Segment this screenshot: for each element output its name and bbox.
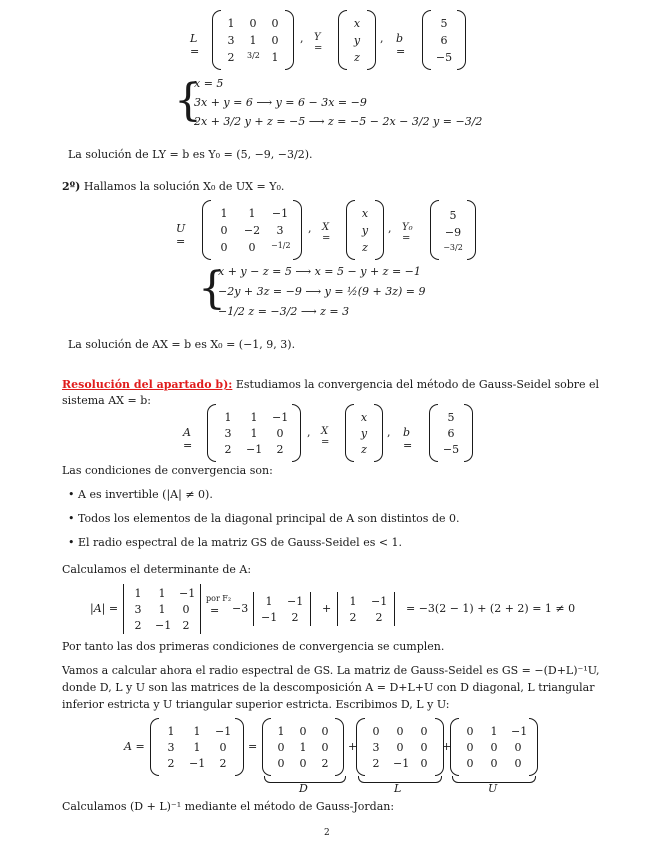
cell: 0: [466, 740, 474, 754]
cell: −1: [179, 586, 196, 600]
cell: 0: [372, 724, 380, 738]
matrix-X: [346, 200, 384, 260]
system-2-row: x + y − z = 5 ⟶ x = 5 − y + z = −1: [218, 265, 421, 278]
cell: 2: [227, 50, 235, 64]
cell: 0: [420, 724, 428, 738]
cell: −1: [189, 756, 206, 770]
label-U: U: [488, 782, 498, 795]
cell: −1: [246, 442, 263, 456]
cell: 1: [224, 410, 232, 424]
cell: 2: [372, 756, 380, 770]
cell: 0: [396, 724, 404, 738]
cell: x: [353, 16, 361, 30]
cell: −9: [444, 225, 462, 239]
cell: 1: [265, 594, 273, 608]
cell: 2: [167, 756, 175, 770]
condition-text: El radio espectral de la matriz GS de Gauss-Seidel es < 1.: [78, 536, 403, 549]
cell: 0: [277, 756, 285, 770]
cell: 1: [220, 206, 228, 220]
cell: −1: [155, 618, 172, 632]
step-2-number: 2º): [62, 180, 81, 193]
cell: −1: [371, 594, 388, 608]
cell: 0: [219, 740, 227, 754]
cell: 1: [490, 724, 498, 738]
decomp-plus: +: [442, 740, 452, 753]
matrix-b: [422, 10, 466, 70]
cell: 2: [134, 618, 142, 632]
det-plus: +: [322, 602, 332, 615]
system-1-row: x = 5: [194, 77, 224, 90]
cell: 2: [224, 442, 232, 456]
cell: 0: [466, 724, 474, 738]
cell: 0: [276, 426, 284, 440]
gs-paragraph-line: inferior estricta y U triangular superior estricta. Escribimos D, L y U:: [62, 698, 450, 711]
cell: 1: [158, 586, 166, 600]
b-label: b =: [396, 32, 406, 58]
cell: 1: [249, 33, 257, 47]
cell: 0: [490, 756, 498, 770]
det-lhs: |A| =: [90, 602, 119, 615]
matrix-L: [212, 10, 294, 70]
cell: −5: [442, 442, 460, 456]
system-2: [200, 263, 500, 323]
cell: 0: [490, 740, 498, 754]
matrix-b: [429, 404, 473, 462]
cell: 0: [514, 756, 522, 770]
cell: 0: [420, 740, 428, 754]
cell: 1: [248, 206, 256, 220]
cell: 0: [220, 240, 228, 254]
cell: 2: [321, 756, 329, 770]
cell: 1: [250, 426, 258, 440]
matrix-U: [450, 718, 538, 776]
matrix-Y0: [430, 200, 476, 260]
cell: 2: [291, 610, 299, 624]
cell: 0: [182, 602, 190, 616]
cell: −1: [393, 756, 410, 770]
system-1-row: 2x + 3/2 y + z = −5 ⟶ z = −5 − 2x − 3/2 y = −3/2: [194, 115, 483, 128]
system-1-row: 3x + y = 6 ⟶ y = 6 − 3x = −9: [194, 96, 367, 109]
cell: 0: [271, 16, 279, 30]
op-eq: =: [210, 604, 220, 617]
matrix-A: [207, 404, 301, 462]
cell: 3: [372, 740, 380, 754]
matrix-D: [262, 718, 344, 776]
det-minor-1: [250, 592, 314, 626]
cell: 2: [182, 618, 190, 632]
det-minor-2: [334, 592, 398, 626]
cell: 3: [224, 426, 232, 440]
cell: 2: [276, 442, 284, 456]
cell: 3/2: [247, 50, 260, 60]
cell: 1: [158, 602, 166, 616]
cell: 0: [299, 724, 307, 738]
cell: x: [361, 206, 369, 220]
cell: 1: [193, 724, 201, 738]
cell: 0: [321, 724, 329, 738]
matrix-X: [345, 404, 383, 462]
cell: 5: [447, 410, 455, 424]
conditions-intro: Las condiciones de convergencia son:: [62, 464, 273, 477]
cell: −1: [511, 724, 528, 738]
L-label: L =: [190, 32, 200, 58]
cell: −3/2: [443, 242, 463, 252]
matrix-L-cells: [221, 17, 285, 64]
cell: 3: [227, 33, 235, 47]
left-brace: {: [198, 263, 226, 314]
cell: 6: [447, 426, 455, 440]
cell: 1: [277, 724, 285, 738]
cell: z: [361, 442, 367, 456]
cell: 1: [271, 50, 279, 64]
cell: −5: [435, 50, 453, 64]
system-1: [176, 75, 496, 135]
label-L: L: [394, 782, 402, 795]
cell: 2: [219, 756, 227, 770]
solution-1: La solución de LY = b es Y₀ = (5, −9, −3/2).: [68, 148, 313, 161]
cell: 0: [466, 756, 474, 770]
cell: 0: [396, 740, 404, 754]
system-2-row: −2y + 3z = −9 ⟶ y = ½(9 + 3z) = 9: [218, 285, 426, 298]
cell: 0: [249, 16, 257, 30]
matrix-Y: [338, 10, 376, 70]
cell: x: [360, 410, 368, 424]
condition-item: • A es invertible (|A| ≠ 0).: [68, 488, 213, 501]
Y0-label: Y₀ =: [402, 222, 413, 244]
final-line: Calculamos (D + L)⁻¹ mediante el método de Gauss-Jordan:: [62, 800, 395, 813]
op-label: por F₂: [206, 594, 232, 603]
condition-text: Todos los elementos de la diagonal principal de A son distintos de 0.: [78, 512, 460, 525]
cell: 3: [167, 740, 175, 754]
cell: 1: [349, 594, 357, 608]
cell: 0: [248, 240, 256, 254]
cell: 6: [440, 33, 448, 47]
gs-paragraph-line: donde D, L y U son las matrices de la descomposición A = D+L+U con D diagonal, L triangular: [62, 681, 595, 694]
cell: 3: [276, 223, 284, 237]
cell: 2: [375, 610, 383, 624]
section-b-line-2: sistema AX = b:: [62, 394, 151, 407]
A-label: A =: [124, 740, 145, 753]
step-2-heading: [62, 180, 284, 193]
cell: 1: [134, 586, 142, 600]
conclusion: Por tanto las dos primeras condiciones de convergencia se cumplen.: [62, 640, 445, 653]
det-A: [120, 584, 204, 634]
cell: 1: [227, 16, 235, 30]
cell: 1: [250, 410, 258, 424]
cell: z: [362, 240, 368, 254]
decomp-plus: +: [348, 740, 358, 753]
cell: 1: [299, 740, 307, 754]
page-number: 2: [324, 828, 330, 838]
cell: y: [361, 223, 369, 237]
U-label: U =: [176, 222, 186, 248]
condition-text: A es invertible (|A| ≠ 0).: [78, 488, 213, 501]
matrix-A: [150, 718, 244, 776]
cell: 0: [299, 756, 307, 770]
cell: z: [354, 50, 360, 64]
Y-label: Y =: [314, 32, 323, 54]
X-label: X =: [322, 222, 331, 244]
section-b-line-1: [62, 378, 599, 391]
cell: −1: [287, 594, 304, 608]
matrix-L: [356, 718, 444, 776]
cell: 0: [514, 740, 522, 754]
cell: −1: [271, 206, 289, 220]
cell: −1: [272, 410, 289, 424]
system-2-row: −1/2 z = −3/2 ⟶ z = 3: [218, 305, 350, 318]
cell: −1/2: [271, 240, 291, 250]
cell: 0: [220, 223, 228, 237]
cell: 5: [440, 16, 448, 30]
det-rhs: = −3(2 − 1) + (2 + 2) = 1 ≠ 0: [406, 602, 576, 615]
X-label: X =: [321, 426, 330, 448]
cell: 0: [271, 33, 279, 47]
cell: 0: [420, 756, 428, 770]
det-coef: −3: [232, 602, 249, 615]
solution-2: La solución de AX = b es X₀ = (−1, 9, 3).: [68, 338, 296, 351]
section-b-title: Resolución del apartado b):: [62, 378, 233, 391]
decomposition-equation: [124, 718, 544, 798]
cell: −1: [261, 610, 278, 624]
determinant-equation: [90, 584, 610, 640]
label-D: D: [299, 782, 308, 795]
cell: −2: [243, 223, 261, 237]
left-brace: {: [174, 75, 202, 126]
cell: 3: [134, 602, 142, 616]
cell: 2: [349, 610, 357, 624]
cell: 1: [167, 724, 175, 738]
cell: y: [360, 426, 368, 440]
cell: 5: [449, 208, 457, 222]
cell: 1: [193, 740, 201, 754]
cell: 0: [321, 740, 329, 754]
decomp-eq: =: [248, 740, 258, 753]
cell: y: [353, 33, 361, 47]
gs-paragraph-line: Vamos a calcular ahora el radio espectral de GS. La matriz de Gauss-Seidel es GS = −(D+L)⁻¹U,: [62, 664, 600, 677]
A-label: A =: [183, 426, 193, 452]
matrix-U: [202, 200, 302, 260]
det-intro: Calculamos el determinante de A:: [62, 563, 252, 576]
cell: 0: [277, 740, 285, 754]
section-b-text: Estudiamos la convergencia del método de Gauss-Seidel sobre el: [232, 378, 600, 391]
b-label: b =: [403, 426, 413, 452]
step-2-text: Hallamos la solución X₀ de UX = Y₀.: [83, 180, 285, 193]
cell: −1: [215, 724, 232, 738]
condition-item: • El radio espectral de la matriz GS de Gauss-Seidel es < 1.: [68, 536, 403, 549]
condition-item: • Todos los elementos de la diagonal principal de A son distintos de 0.: [68, 512, 460, 525]
